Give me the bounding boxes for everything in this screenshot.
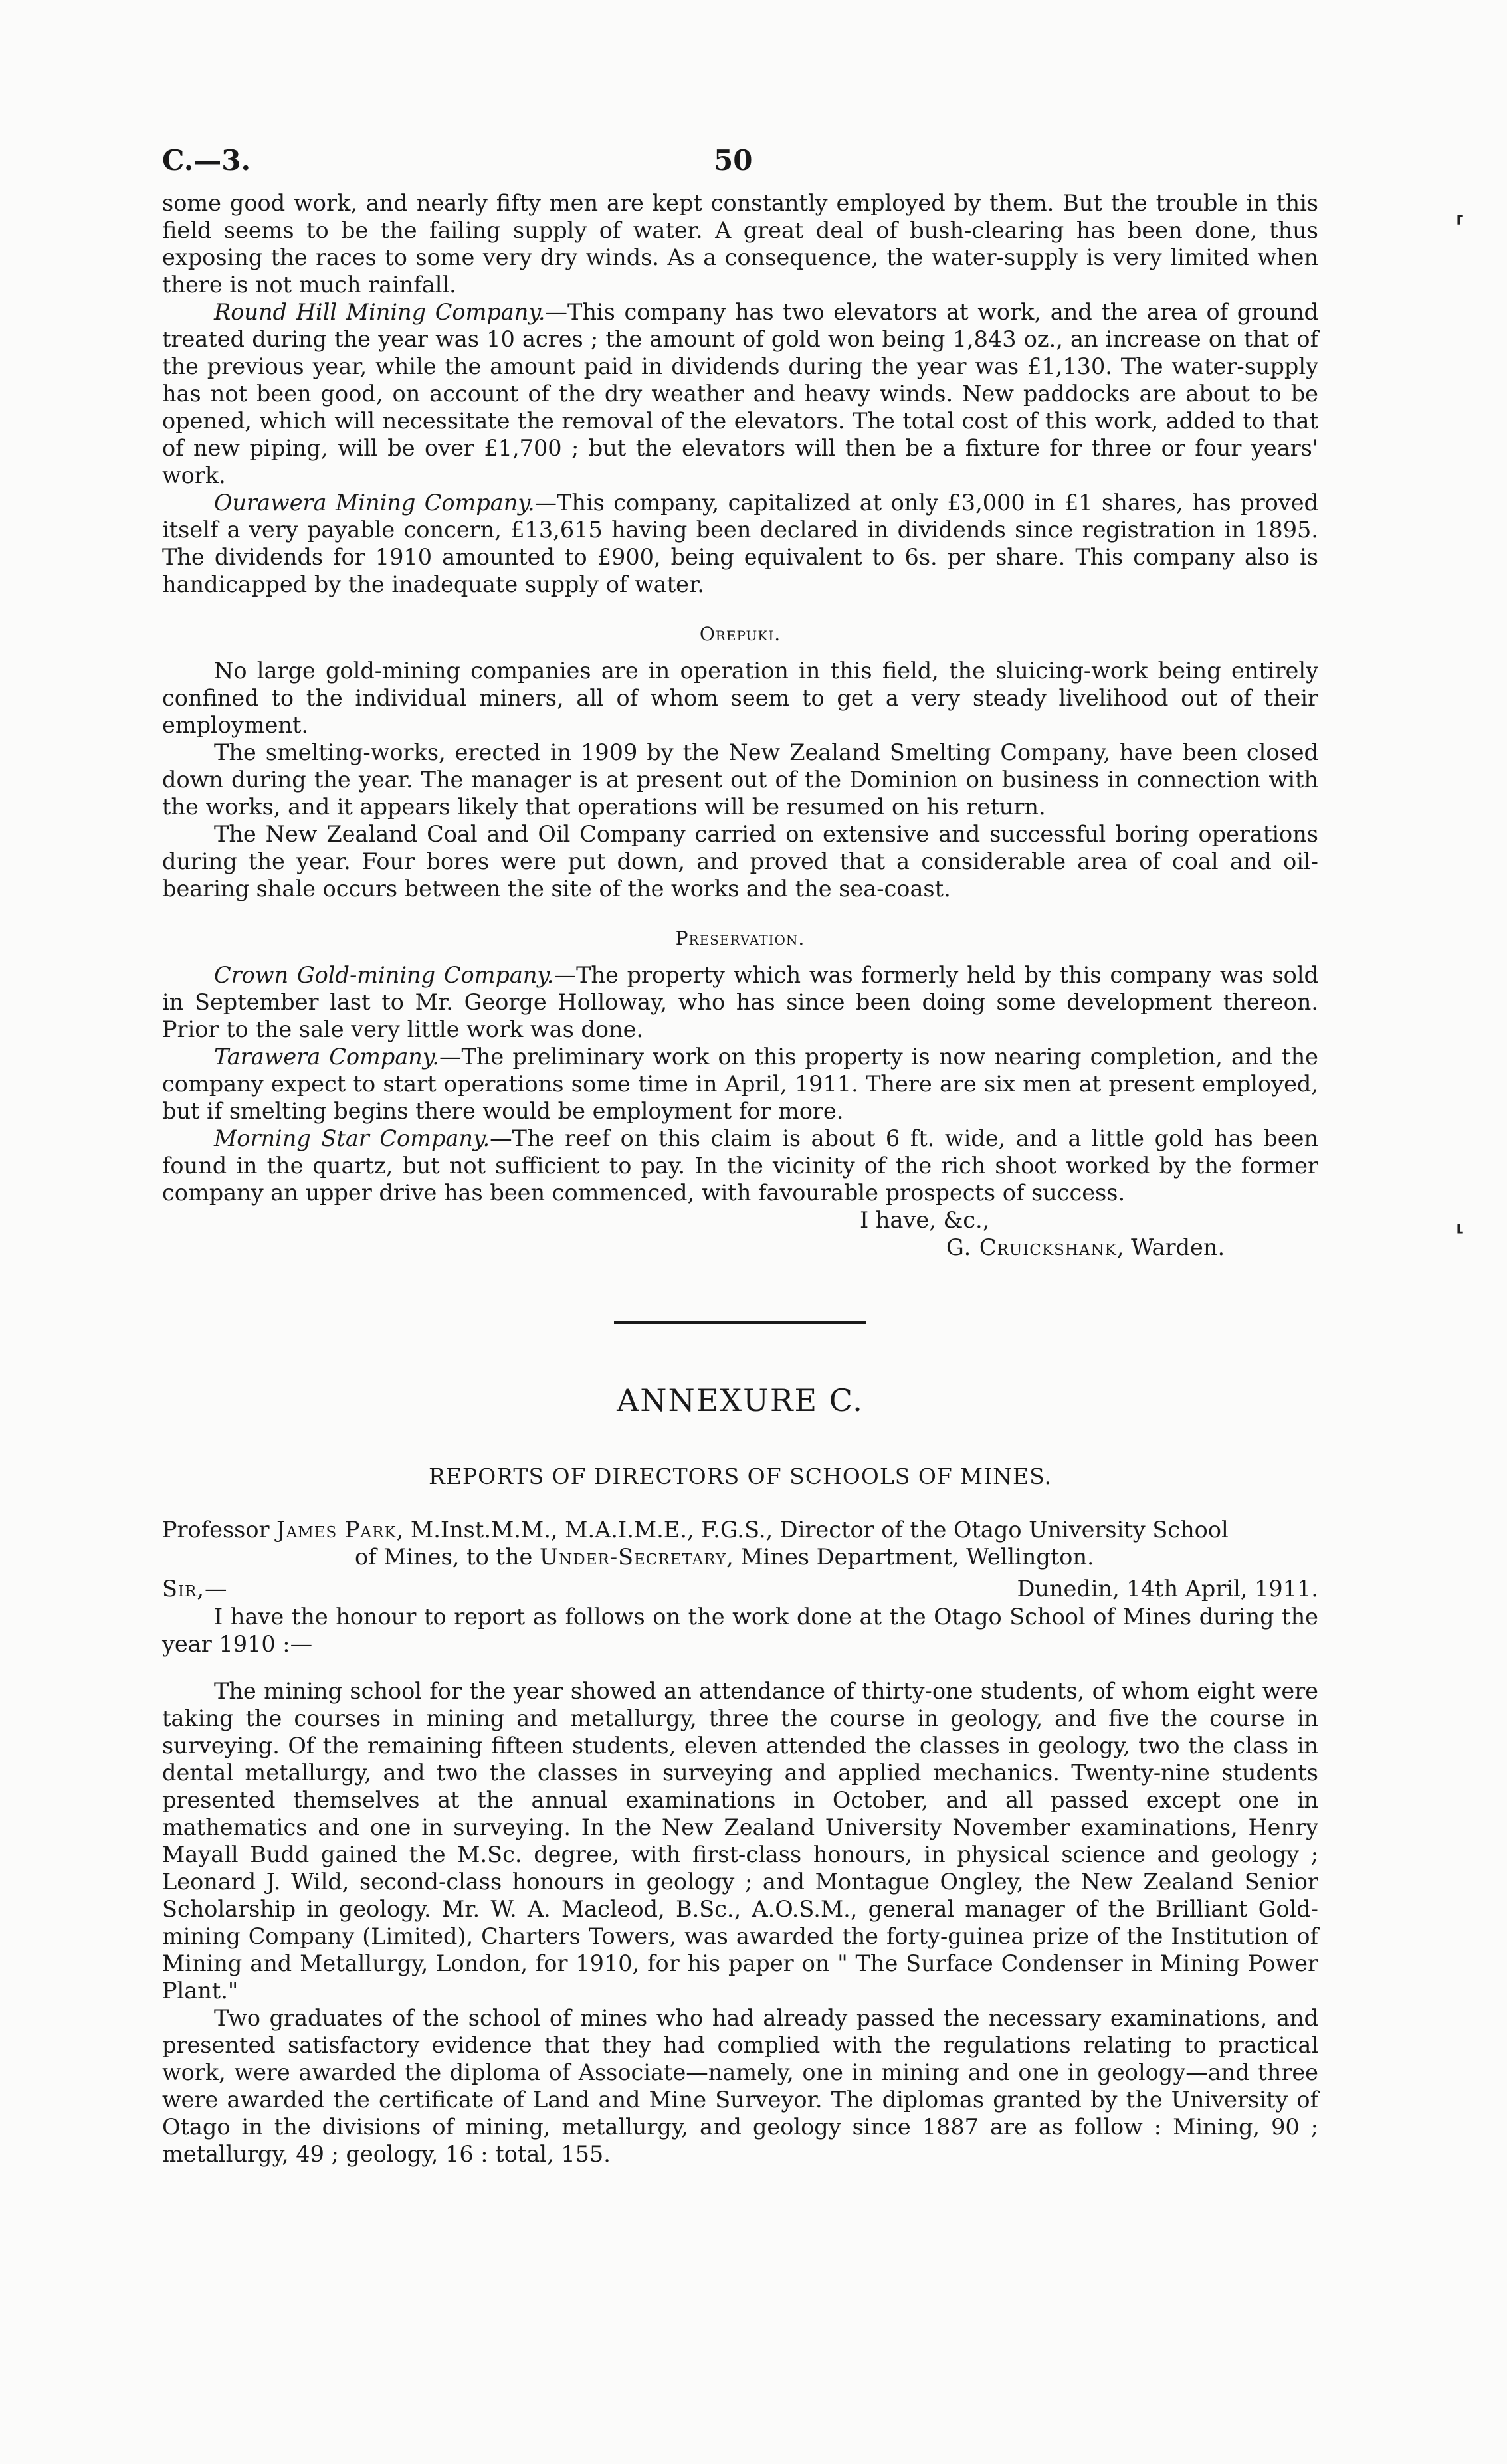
signoff-signature <box>946 1234 1318 1261</box>
paragraph-crown <box>162 961 1318 1043</box>
signoff-role: , Warden. <box>1116 1234 1225 1260</box>
salutation-line <box>162 1576 1318 1603</box>
byline-name: James Park <box>276 1517 397 1543</box>
signoff-name: G. Cruickshank <box>946 1234 1117 1260</box>
heading-preservation: Preservation. <box>675 927 805 949</box>
paragraph-continuation: some good work, and nearly fifty men are kept constantly employed by them. But the trouble in this field seems to be the failing supply of water. A great deal of bush-clearing has been done, thus exposing the races to some very dry winds. As a consequence, the water-supply is very limited when there is not much rainfall. <box>162 190 1318 298</box>
annexure-subtitle: REPORTS OF DIRECTORS OF SCHOOLS OF MINES. <box>428 1464 1053 1489</box>
round-hill-lead: Round Hill Mining Company. <box>214 299 546 325</box>
document-page <box>162 136 1318 2168</box>
paragraph-ourawera <box>162 489 1318 598</box>
round-hill-text: —This company has two elevators at work, and the area of ground treated during the year was 10 acres ; the amount of gold won being 1,843 oz., an increase on that of the previous year, while the amount paid in dividends during the year was £1,130. The water-supply has not been good, on account of the dry weather and heavy winds. New paddocks are about to be opened, which will necessitate the removal of the elevators. The total cost of this work, added to that of new piping, will be over £1,700 ; but the elevators will then be a fixture for three or four years' work. <box>162 299 1318 488</box>
crown-lead: Crown Gold-mining Company. <box>214 962 554 988</box>
paragraph-orepuki-3: The New Zealand Coal and Oil Company carried on extensive and successful boring operations during the year. Four bores were put down, and proved that a considerable area of coal and oil-bearing shale occurs between the site of the works and the sea-coast. <box>162 821 1318 901</box>
byline-rest-1: , M.Inst.M.M., M.A.I.M.E., F.G.S., Director of the Otago University School <box>396 1517 1229 1543</box>
tarawera-lead: Tarawera Company. <box>214 1044 439 1070</box>
annexure-title: ANNEXURE C. <box>617 1382 864 1418</box>
paragraph-round-hill <box>162 298 1318 489</box>
byline-continuation <box>162 1543 1318 1570</box>
paragraph-intro: I have the honour to report as follows on the work done at the Otago School of Mines during the year 1910 :— <box>162 1604 1318 1657</box>
paragraph-attendance: The mining school for the year showed an attendance of thirty-one students, of whom eight were taking the courses in mining and metallurgy, three the course in geology, and five the course in surveying. Of the remaining fifteen students, eleven attended the classes in geology, two the class in dental metallurgy, and two the classes in surveying and applied mechanics. Twenty-nine students presented themselves at the annual examinations in October, and all passed except one in mathematics and one in surveying. In the New Zealand University November examinations, Henry Mayall Budd gained the M.Sc. degree, with first-class honours, in physical science and geology ; Leonard J. Wild, second-class honours in geology ; and Montague Ongley, the New Zealand Senior Scholarship in geology. Mr. W. A. Macleod, B.Sc., A.O.S.M., general manager of the Brilliant Gold-mining Company (Limited), Charters Towers, was awarded the forty-guinea prize of the Institution of Mining and Metallurgy, London, for 1910, for his paper on " The Surface Condenser in Mining Power Plant." <box>162 1678 1318 2004</box>
ourawera-text: —This company, capitalized at only £3,000 in £1 shares, has proved itself a very payable concern, £13,615 having been declared in dividends since registration in 1895. The dividends for 1910 amounted to £900, being equivalent to 6s. per share. This company also is handicapped by the inadequate supply of water. <box>162 490 1318 597</box>
page-header <box>162 136 1318 189</box>
paragraph-gap <box>162 1658 1318 1677</box>
margin-tick-mark-mid: ⸤ <box>1455 1206 1466 1236</box>
crown-text: —The property which was formerly held by this company was sold in September last to Mr. George Holloway, who has since been doing some development thereon. Prior to the sale very little work was done. <box>162 962 1318 1042</box>
byline-rest-2b: , Mines Department, Wellington. <box>726 1544 1094 1570</box>
document-code: C.—3. <box>162 144 251 177</box>
ourawera-lead: Ourawera Mining Company. <box>214 490 535 516</box>
page-number: 50 <box>714 144 753 177</box>
byline-prefix: Professor <box>162 1517 277 1543</box>
margin-tick-mark-top: ⸢ <box>1455 211 1466 242</box>
byline-recipient: Under-Secretary <box>539 1544 727 1570</box>
byline-rest-2a: of Mines, to the <box>355 1544 540 1570</box>
tarawera-text: —The preliminary work on this property is now nearing completion, and the company expect to start operations some time in April, 1911. There are six men at present employed, but if smelting begins there would be employment for more. <box>162 1044 1318 1124</box>
letter-date: Dunedin, 14th April, 1911. <box>1017 1576 1318 1602</box>
paragraph-orepuki-1: No large gold-mining companies are in operation in this field, the sluicing-work being entirely confined to the individual miners, all of whom seem to get a very steady livelihood out of their employment. <box>162 658 1318 738</box>
paragraph-graduates: Two graduates of the school of mines who had already passed the necessary examinations, and presented satisfactory evidence that they had complied with the regulations relating to practical work, were awarded the diploma of Associate—namely, one in mining and one in geology—and three were awarded the certificate of Land and Mine Surveyor. The diplomas granted by the University of Otago in the divisions of mining, metallurgy, and geology since 1887 are as follow : Mining, 90 ; metallurgy, 49 ; geology, 16 : total, 155. <box>162 2005 1318 2167</box>
heading-orepuki: Orepuki. <box>699 623 781 645</box>
salutation: Sir,— <box>162 1576 228 1602</box>
paragraph-orepuki-2: The smelting-works, erected in 1909 by the New Zealand Smelting Company, have been closed down during the year. The manager is at present out of the Dominion on business in connection with the works, and it appears likely that operations will be resumed on his return. <box>162 739 1318 820</box>
signoff-closing: I have, &c., <box>860 1207 990 1233</box>
section-divider <box>614 1321 866 1324</box>
morning-star-text: —The reef on this claim is about 6 ft. wide, and a little gold has been found in the quartz, but not sufficient to pay. In the vicinity of the rich shoot worked by the former company an upper drive has been commenced, with favourable prospects of success. <box>162 1125 1318 1206</box>
morning-star-lead: Morning Star Company. <box>214 1125 490 1151</box>
report-byline <box>162 1516 1318 1570</box>
paragraph-morning-star <box>162 1125 1318 1206</box>
paragraph-tarawera <box>162 1043 1318 1125</box>
